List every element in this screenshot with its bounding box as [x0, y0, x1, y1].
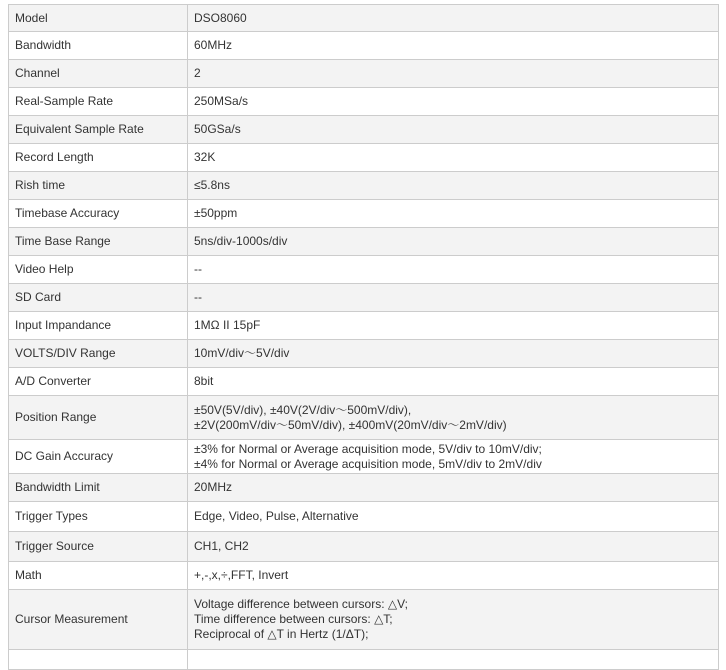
spec-label: Time Base Range	[9, 228, 188, 256]
spec-label	[9, 650, 188, 670]
spec-value	[188, 144, 719, 172]
spec-value-line: DSO8060	[194, 10, 247, 25]
table-row	[9, 60, 719, 88]
spec-value-line: Time difference between cursors: △T;	[194, 612, 393, 626]
spec-value	[188, 474, 719, 502]
spec-value	[188, 368, 719, 396]
table-row	[9, 650, 719, 670]
spec-value-line: ±50ppm	[194, 206, 238, 220]
spec-value	[188, 32, 719, 60]
spec-value	[188, 116, 719, 144]
spec-value-line: 10mV/div～5V/div	[194, 346, 290, 360]
table-row	[9, 256, 719, 284]
spec-value	[188, 284, 719, 312]
spec-label: Equivalent Sample Rate	[9, 116, 188, 144]
spec-label: Position Range	[9, 396, 188, 440]
spec-label: VOLTS/DIV Range	[9, 340, 188, 368]
spec-value-line: +,-,x,÷,FFT, Invert	[194, 568, 289, 582]
spec-label: SD Card	[9, 284, 188, 312]
spec-label: Trigger Source	[9, 532, 188, 562]
spec-value	[188, 590, 719, 650]
spec-value-line: 250MSa/s	[194, 94, 249, 108]
spec-value	[188, 312, 719, 340]
spec-value-line: ±50V(5V/div), ±40V(2V/div～500mV/div),	[194, 402, 412, 417]
spec-label: Rish time	[9, 172, 188, 200]
spec-value-line: CH1, CH2	[194, 539, 249, 553]
spec-value-line: 20MHz	[194, 480, 233, 494]
spec-value-line: 50GSa/s	[194, 122, 241, 136]
spec-label: DC Gain Accuracy	[9, 440, 188, 474]
spec-value	[188, 60, 719, 88]
spec-value	[188, 650, 719, 670]
spec-value-line: --	[194, 290, 202, 304]
table-row	[9, 440, 719, 474]
spec-label: Model	[9, 5, 188, 32]
table-row	[9, 474, 719, 502]
table-row	[9, 88, 719, 116]
spec-value	[188, 256, 719, 284]
spec-value	[188, 88, 719, 116]
spec-table-body	[9, 5, 719, 670]
spec-value-line: 8bit	[194, 374, 214, 388]
spec-value-line: 2	[194, 66, 201, 80]
spec-value-line: ±2V(200mV/div～50mV/div), ±400mV(20mV/div～2mV/div)	[194, 417, 507, 432]
spec-value-line: 32K	[194, 150, 216, 164]
spec-label: A/D Converter	[9, 368, 188, 396]
spec-value-line: --	[194, 262, 202, 276]
table-row	[9, 32, 719, 60]
table-row	[9, 5, 719, 32]
spec-label: Bandwidth	[9, 32, 188, 60]
table-row	[9, 502, 719, 532]
table-row	[9, 312, 719, 340]
spec-value-line: Edge, Video, Pulse, Alternative	[194, 509, 359, 523]
spec-value	[188, 228, 719, 256]
table-row	[9, 144, 719, 172]
spec-label: Trigger Types	[9, 502, 188, 532]
spec-label: Real-Sample Rate	[9, 88, 188, 116]
spec-value-line: 5ns/div-1000s/div	[194, 234, 288, 248]
spec-value	[188, 562, 719, 590]
spec-value-line: ≤5.8ns	[194, 178, 230, 192]
table-row	[9, 172, 719, 200]
table-row	[9, 228, 719, 256]
table-row	[9, 532, 719, 562]
table-row	[9, 396, 719, 440]
spec-label: Cursor Measurement	[9, 590, 188, 650]
spec-value	[188, 532, 719, 562]
spec-table	[8, 4, 719, 670]
spec-label: Input Impandance	[9, 312, 188, 340]
spec-label: Timebase Accuracy	[9, 200, 188, 228]
spec-value-line: Reciprocal of △T in Hertz (1/ΔT);	[194, 627, 369, 641]
spec-value	[188, 502, 719, 532]
table-row	[9, 562, 719, 590]
spec-value-line: ±3% for Normal or Average acquisition mode, 5V/div to 10mV/div;	[194, 441, 542, 456]
spec-value-line: Voltage difference between cursors: △V;	[194, 597, 409, 611]
spec-value	[188, 5, 719, 32]
spec-value	[188, 396, 719, 440]
spec-label: Bandwidth Limit	[9, 474, 188, 502]
spec-label: Video Help	[9, 256, 188, 284]
table-row	[9, 116, 719, 144]
spec-label: Record Length	[9, 144, 188, 172]
spec-value	[188, 340, 719, 368]
spec-value	[188, 440, 719, 474]
table-row	[9, 590, 719, 650]
spec-value-line: 60MHz	[194, 38, 233, 52]
spec-value-line: 1MΩ II 15pF	[194, 318, 261, 332]
spec-label: Channel	[9, 60, 188, 88]
table-row	[9, 200, 719, 228]
spec-value	[188, 172, 719, 200]
table-row	[9, 284, 719, 312]
spec-value-line: ±4% for Normal or Average acquisition mode, 5mV/div to 2mV/div	[194, 456, 542, 471]
table-row	[9, 340, 719, 368]
spec-label: Math	[9, 562, 188, 590]
spec-value	[188, 200, 719, 228]
table-row	[9, 368, 719, 396]
